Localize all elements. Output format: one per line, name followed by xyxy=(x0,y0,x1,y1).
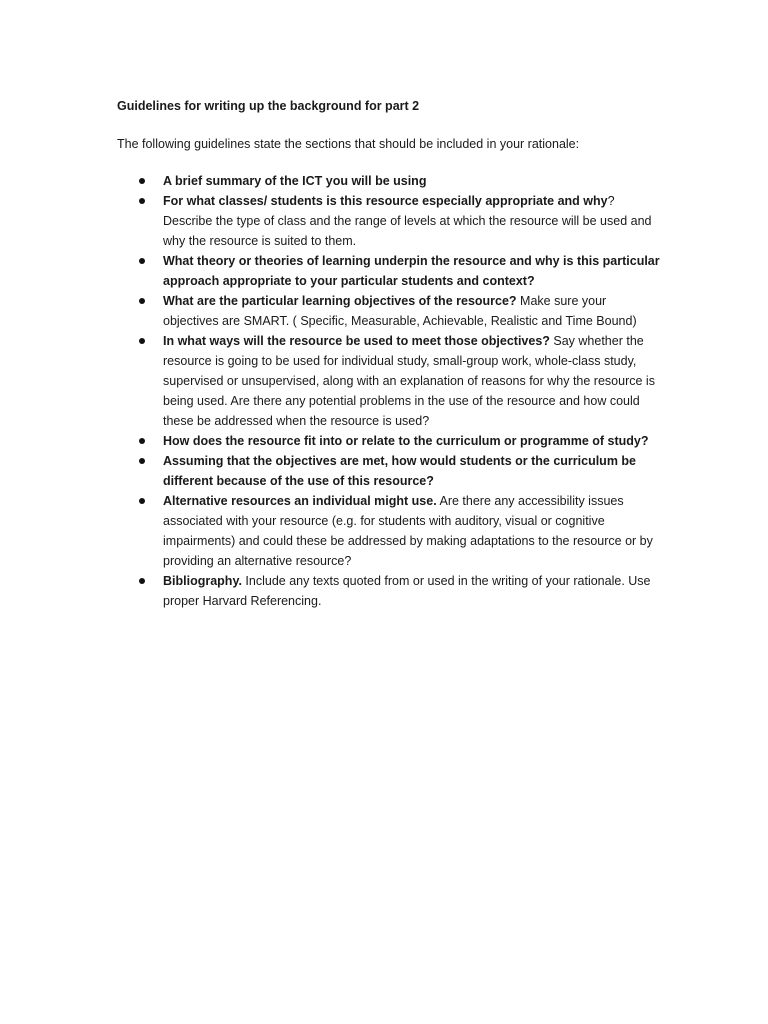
list-item-curriculum xyxy=(117,431,662,451)
bullet-icon xyxy=(139,198,145,204)
list-item-summary xyxy=(117,171,662,191)
item-text: Include any texts quoted from or used in the writing of your rationale. Use proper Harvard Referencing. xyxy=(163,574,651,608)
item-bold-text: A brief summary of the ICT you will be using xyxy=(163,174,427,188)
bullet-icon xyxy=(139,578,145,584)
intro-paragraph: The following guidelines state the sections that should be included in your rationale: xyxy=(117,137,580,151)
item-text: Make sure your objectives are SMART. ( Specific, Measurable, Achievable, Realistic and Time Bound) xyxy=(163,294,637,328)
item-bold-text: What theory or theories of learning underpin the resource and why is this particular approach appropriate to your particular students and context? xyxy=(163,254,660,288)
item-bold-text: What are the particular learning objectives of the resource? xyxy=(163,294,517,308)
bullet-icon xyxy=(139,298,145,304)
item-text: Say whether the resource is going to be used for individual study, small-group work, whole-class study, supervised or unsupervised, along with an explanation of reasons for why the resource is being used. Are there any potential problems in the use of the resource and how could these be addressed when the resource is used? xyxy=(163,334,655,428)
item-bold-text: How does the resource fit into or relate to the curriculum or programme of study? xyxy=(163,434,649,448)
item-bold-text: In what ways will the resource be used to meet those objectives? xyxy=(163,334,550,348)
item-text: ? Describe the type of class and the range of levels at which the resource will be used and why the resource is suited to them. xyxy=(163,194,652,248)
item-bold-text: Alternative resources an individual might use. xyxy=(163,494,437,508)
list-item-theory xyxy=(117,251,662,291)
item-bold-text: Bibliography. xyxy=(163,574,242,588)
bullet-icon xyxy=(139,178,145,184)
bullet-icon xyxy=(139,498,145,504)
list-item-outcomes xyxy=(117,451,662,491)
item-bold-text: For what classes/ students is this resource especially appropriate and why xyxy=(163,194,608,208)
bullet-icon xyxy=(139,338,145,344)
item-bold-text: Assuming that the objectives are met, how would students or the curriculum be different because of the use of this resource? xyxy=(163,454,636,488)
guidelines-list xyxy=(117,171,662,611)
list-item-bibliography xyxy=(117,571,662,611)
document-heading: Guidelines for writing up the background for part 2 xyxy=(117,99,420,113)
list-item-alternatives xyxy=(117,491,662,571)
item-text: Are there any accessibility issues associated with your resource (e.g. for students with auditory, visual or cognitive impairments) and could these be addressed by making adaptations to the resource or by providing an alternative resource? xyxy=(163,494,653,568)
bullet-icon xyxy=(139,258,145,264)
bullet-icon xyxy=(139,438,145,444)
bullet-icon xyxy=(139,458,145,464)
list-item-usage xyxy=(117,331,662,431)
list-item-objectives xyxy=(117,291,662,331)
list-item-classes xyxy=(117,191,662,251)
